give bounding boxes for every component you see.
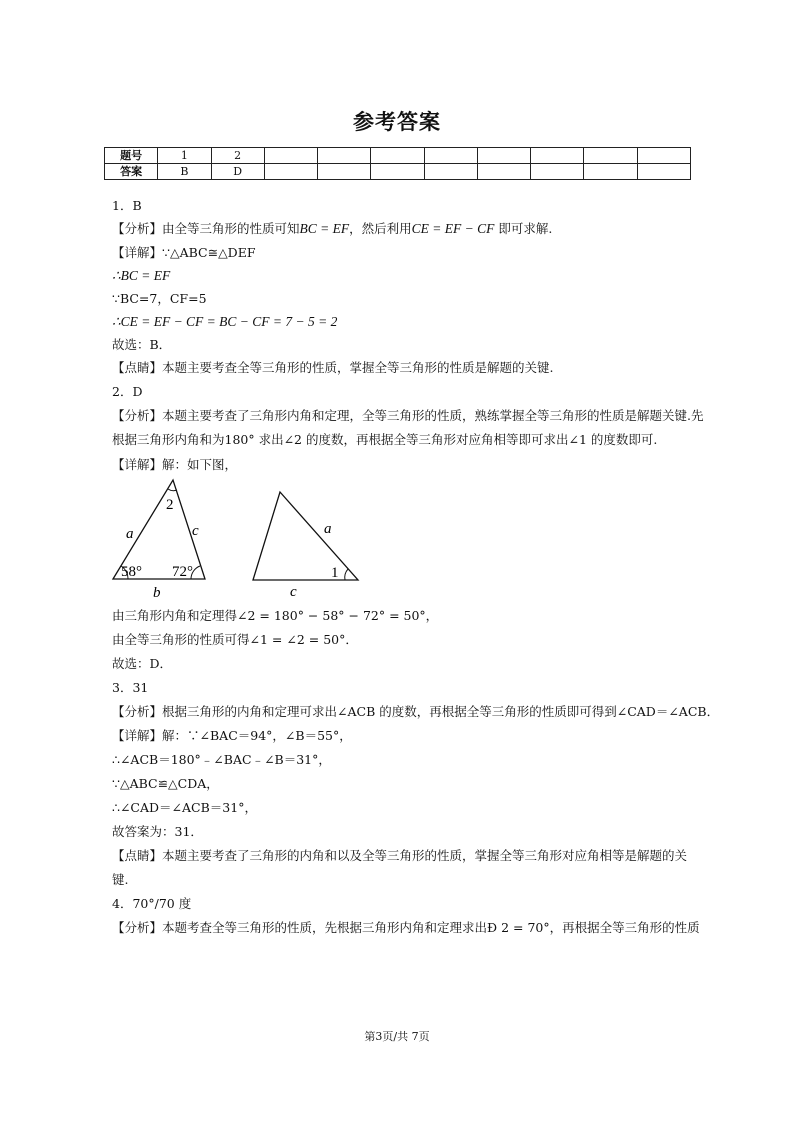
q1-step: ∵BC=7，CF=5	[112, 291, 207, 306]
q3-analysis	[112, 704, 719, 720]
math-expr: BC = EF	[299, 221, 350, 236]
q1-detail	[112, 245, 256, 261]
q2-analysis	[112, 408, 704, 424]
analysis-tag: 【分析】	[112, 408, 163, 423]
triangle-figure-2	[248, 488, 368, 600]
q3-comment-cont: 键.	[112, 872, 129, 887]
analysis-tag: 【分析】	[112, 704, 163, 719]
q3-detail	[112, 728, 352, 744]
comment-text: 本题主要考查全等三角形的性质，掌握全等三角形的性质是解题的关键.	[162, 360, 554, 375]
angle-arc	[345, 569, 348, 580]
angle-label: 2	[166, 497, 174, 513]
table-cell	[584, 164, 637, 180]
table-cell: 1	[158, 148, 211, 164]
q3-answer: 故答案为：31．	[112, 824, 203, 839]
detail-text: ∵△ABC≅△DEF	[162, 245, 256, 260]
q1-step: ∴CE = EF − CF = BC − CF = 7 − 5 = 2	[112, 314, 338, 329]
analysis-text: ，然后利用	[349, 221, 412, 236]
analysis-tag: 【分析】	[112, 221, 163, 236]
table-cell: 答案	[105, 164, 158, 180]
analysis-tag: 【分析】	[112, 920, 163, 935]
q3-step: ∵△ABC≌△CDA，	[112, 776, 219, 791]
table-cell: 题号	[105, 148, 158, 164]
q2-detail	[112, 457, 237, 473]
table-cell: B	[158, 164, 211, 180]
detail-tag: 【详解】	[112, 728, 163, 743]
comment-tag: 【点睛】	[112, 360, 163, 375]
detail-text: 解：如下图，	[162, 457, 238, 472]
q1-step: ∴BC = EF	[112, 268, 171, 283]
table-cell	[424, 164, 477, 180]
q3-step: ∴∠ACB＝180°﹣∠BAC﹣∠B＝31°，	[112, 752, 331, 767]
analysis-text: 由全等三角形的性质可知	[162, 221, 300, 236]
q3-comment	[112, 848, 687, 864]
table-cell	[584, 148, 637, 164]
q1-answer: 故选：B．	[112, 337, 172, 352]
page-title: 参考答案	[353, 110, 441, 134]
table-cell	[477, 148, 530, 164]
comment-text: 本题主要考查了三角形的内角和以及全等三角形的性质，掌握全等三角形对应角相等是解题的关	[162, 848, 688, 863]
q3-heading: 3．31	[112, 680, 149, 695]
analysis-text: 即可求解.	[494, 221, 553, 236]
analysis-text: 本题考查全等三角形的性质，先根据三角形内角和定理求出Ð 2 = 70°，再根据全等三角形的性质	[162, 920, 700, 935]
q1-comment	[112, 360, 554, 376]
table-cell	[637, 148, 690, 164]
table-row	[105, 148, 691, 164]
q1-heading: 1．B	[112, 198, 142, 213]
q4-heading: 4．70°/70 度	[112, 896, 192, 911]
side-label: b	[153, 585, 161, 601]
q1-analysis	[112, 221, 552, 237]
table-cell	[531, 148, 584, 164]
table-cell	[264, 164, 317, 180]
table-cell	[477, 164, 530, 180]
answer-table	[104, 147, 691, 180]
table-cell	[318, 164, 371, 180]
table-cell	[371, 148, 424, 164]
side-label: a	[126, 526, 134, 542]
table-cell	[318, 148, 371, 164]
angle-label: 1	[331, 565, 339, 581]
table-cell	[371, 164, 424, 180]
angle-label: 58°	[121, 564, 142, 580]
analysis-text: 本题主要考查了三角形内角和定理，全等三角形的性质，熟练掌握全等三角形的性质是解题关键.先	[162, 408, 704, 423]
q4-analysis	[112, 920, 700, 936]
table-cell	[424, 148, 477, 164]
q2-analysis-cont: 根据三角形内角和为180° 求出∠2 的度数，再根据全等三角形对应角相等即可求出∠1 的度数即可.	[112, 432, 658, 447]
detail-tag: 【详解】	[112, 457, 163, 472]
side-label: c	[192, 523, 199, 539]
q2-answer: 故选：D．	[112, 656, 173, 671]
analysis-text: 根据三角形的内角和定理可求出∠ACB 的度数，再根据全等三角形的性质即可得到∠CAD＝∠ACB．	[162, 704, 720, 719]
table-row	[105, 164, 691, 180]
side-label: c	[290, 584, 297, 600]
table-cell: 2	[211, 148, 264, 164]
triangle-shape	[253, 492, 358, 580]
detail-tag: 【详解】	[112, 245, 163, 260]
detail-text: 解：∵∠BAC＝94°，∠B＝55°，	[162, 728, 352, 743]
math-expr: CE = EF − CF	[411, 221, 495, 236]
q3-step: ∴∠CAD＝∠ACB＝31°，	[112, 800, 257, 815]
comment-tag: 【点睛】	[112, 848, 163, 863]
q2-heading: 2．D	[112, 384, 143, 399]
table-cell	[531, 164, 584, 180]
q2-step: 由三角形内角和定理得∠2 = 180° − 58° − 72° = 50°，	[112, 608, 439, 623]
triangle-figure-1	[104, 476, 224, 600]
side-label: a	[324, 521, 332, 537]
table-cell: D	[211, 164, 264, 180]
table-cell	[637, 164, 690, 180]
angle-label: 72°	[172, 564, 193, 580]
page-footer: 第3页/共 7页	[364, 1030, 430, 1043]
q2-step: 由全等三角形的性质可得∠1 = ∠2 = 50°．	[112, 632, 358, 647]
table-cell	[264, 148, 317, 164]
